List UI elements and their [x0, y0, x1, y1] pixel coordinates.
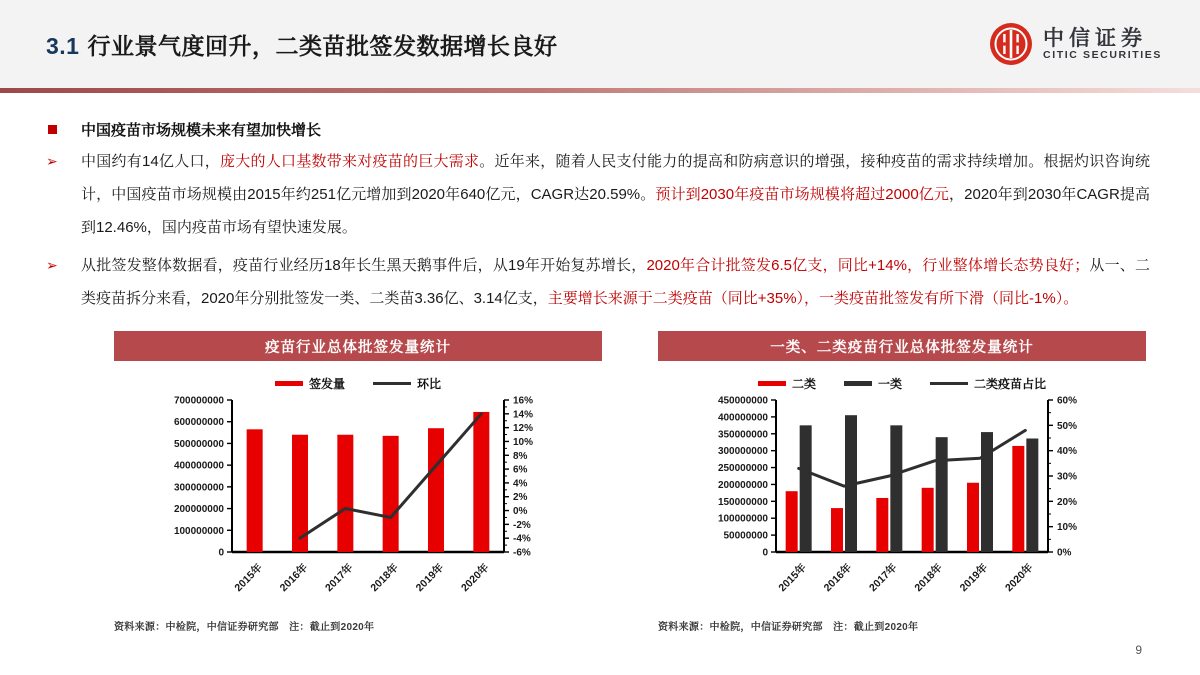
svg-text:450000000: 450000000 [717, 395, 768, 407]
svg-text:-6%: -6% [513, 547, 531, 559]
svg-text:2016年: 2016年 [277, 561, 311, 595]
citic-logo-text [1043, 27, 1162, 61]
svg-text:2015年: 2015年 [232, 561, 265, 595]
chart-right-title: 一类、二类疫苗行业总体批签发量统计 [658, 331, 1146, 361]
svg-text:100000000: 100000000 [717, 513, 768, 525]
svg-text:2020年: 2020年 [459, 561, 492, 595]
bullet-paragraph-2 [46, 249, 1150, 315]
svg-text:2%: 2% [513, 492, 528, 504]
square-bullet-icon [48, 125, 57, 134]
bullet-heading [46, 119, 1150, 140]
text-run: 预计到2030年疫苗市场规模将超过2000亿元 [655, 186, 950, 203]
charts-row [46, 331, 1150, 633]
svg-text:2016年: 2016年 [821, 561, 855, 595]
arrow-bullet-icon: ➢ [46, 153, 58, 169]
svg-text:-2%: -2% [513, 519, 531, 531]
svg-text:2020年: 2020年 [1003, 561, 1036, 595]
chart-left-legend [114, 375, 602, 392]
svg-text:50000000: 50000000 [723, 530, 768, 542]
bullet-paragraph-1 [46, 145, 1150, 244]
legend-bar-swatch-icon [844, 381, 872, 386]
svg-text:2017年: 2017年 [867, 561, 900, 595]
svg-text:500000000: 500000000 [173, 438, 224, 450]
svg-text:12%: 12% [513, 423, 534, 435]
svg-text:250000000: 250000000 [717, 463, 768, 475]
chart-block-right [658, 331, 1146, 633]
svg-text:20%: 20% [1057, 496, 1078, 508]
legend-label: 一类 [877, 377, 902, 391]
svg-text:50%: 50% [1057, 420, 1078, 432]
legend-line-swatch-icon [373, 382, 411, 385]
chart-left-title: 疫苗行业总体批签发量统计 [114, 331, 602, 361]
slide-header [0, 0, 1200, 88]
svg-text:10%: 10% [513, 436, 534, 448]
paragraph-2-text [81, 249, 1150, 315]
svg-text:150000000: 150000000 [717, 496, 768, 508]
legend-item [275, 375, 345, 392]
legend-line-swatch-icon [930, 382, 968, 385]
citic-logo-icon [989, 22, 1033, 66]
svg-text:100000000: 100000000 [173, 525, 224, 537]
svg-text:700000000: 700000000 [173, 395, 224, 407]
citic-logo-en: CITIC SECURITIES [1043, 49, 1162, 61]
text-run: 2020年合计批签发6.5亿支，同比+14%，行业整体增长态势良好； [646, 257, 1090, 274]
text-run: 主要增长来源于二类疫苗（同比+35%），一类疫苗批签发有所下滑（同比-1%）。 [547, 290, 1079, 307]
svg-text:0%: 0% [1057, 547, 1072, 559]
svg-text:600000000: 600000000 [173, 417, 224, 429]
text-run: 。近年来，随着人民支付能力的提高和防病意识的增强，接种疫苗的需求持续增加。根据灼识咨询统计，中国疫苗市场规模由2015年约251亿元增加到2020年640亿元，CAGR达20.59%。 [81, 153, 1150, 203]
svg-text:0%: 0% [513, 506, 528, 518]
citic-logo [989, 22, 1162, 66]
combo-chart-right [658, 394, 1128, 612]
legend-label: 二类疫苗占比 [974, 377, 1047, 391]
svg-text:400000000: 400000000 [173, 460, 224, 472]
svg-text:350000000: 350000000 [717, 429, 768, 441]
svg-text:300000000: 300000000 [173, 482, 224, 494]
combo-chart-left [114, 394, 584, 612]
svg-text:8%: 8% [513, 450, 528, 462]
svg-text:10%: 10% [1057, 522, 1078, 534]
svg-text:2019年: 2019年 [957, 561, 991, 595]
text-run: 中国约有14亿人口， [81, 153, 220, 170]
legend-item [930, 375, 1046, 392]
legend-bar-swatch-icon [758, 381, 786, 386]
text-run: 从批签发整体数据看，疫苗行业经历18年长生黑天鹅事件后，从19年开始复苏增长， [81, 257, 647, 274]
chart-right-legend [658, 375, 1146, 392]
legend-label: 环比 [417, 377, 442, 391]
svg-text:14%: 14% [513, 409, 534, 421]
page-title-number: 3.1 [46, 32, 80, 59]
svg-text:40%: 40% [1057, 446, 1078, 458]
legend-label: 二类 [791, 377, 816, 391]
text-run: 从一、二类疫苗拆分来看，2020年分别批签发一类、二类苗3.36亿、3.14亿支， [81, 257, 1150, 307]
chart-right-source: 资料来源：中检院，中信证券研究部 注：截止到2020年 [658, 622, 919, 633]
bullet-heading-text: 中国疫苗市场规模未来有望加快增长 [81, 122, 322, 139]
arrow-bullet-icon: ➢ [46, 257, 58, 273]
chart-block-left [114, 331, 602, 633]
svg-text:30%: 30% [1057, 471, 1078, 483]
svg-text:0: 0 [762, 547, 768, 559]
svg-text:2017年: 2017年 [323, 561, 356, 595]
legend-item [758, 375, 816, 392]
svg-text:2015年: 2015年 [776, 561, 809, 595]
chart-left-source: 资料来源：中检院，中信证券研究部 注：截止到2020年 [114, 622, 375, 633]
legend-item [844, 375, 902, 392]
legend-label: 签发量 [308, 377, 345, 391]
citic-logo-cn: 中信证券 [1043, 26, 1148, 50]
svg-text:60%: 60% [1057, 395, 1078, 407]
svg-text:300000000: 300000000 [717, 446, 768, 458]
svg-text:-4%: -4% [513, 533, 531, 545]
svg-text:0: 0 [218, 547, 224, 559]
legend-bar-swatch-icon [275, 381, 303, 386]
legend-item [373, 375, 441, 392]
svg-text:4%: 4% [513, 478, 528, 490]
svg-text:16%: 16% [513, 395, 534, 407]
svg-text:2018年: 2018年 [912, 561, 945, 595]
page-number: 9 [1135, 643, 1142, 657]
page-title [46, 28, 557, 61]
content [0, 93, 1200, 633]
page-title-text: 行业景气度回升，二类苗批签发数据增长良好 [87, 32, 558, 59]
svg-text:6%: 6% [513, 464, 528, 476]
text-run: 庞大的人口基数带来对疫苗的巨大需求 [219, 153, 480, 170]
text-run: ，2020年到2030年CAGR提高到12.46%，国内疫苗市场有望快速发展。 [81, 186, 1151, 236]
svg-text:2018年: 2018年 [368, 561, 401, 595]
paragraph-1-text [81, 145, 1150, 244]
svg-text:2019年: 2019年 [413, 561, 447, 595]
svg-text:400000000: 400000000 [717, 412, 768, 424]
svg-text:200000000: 200000000 [173, 504, 224, 516]
svg-text:200000000: 200000000 [717, 479, 768, 491]
